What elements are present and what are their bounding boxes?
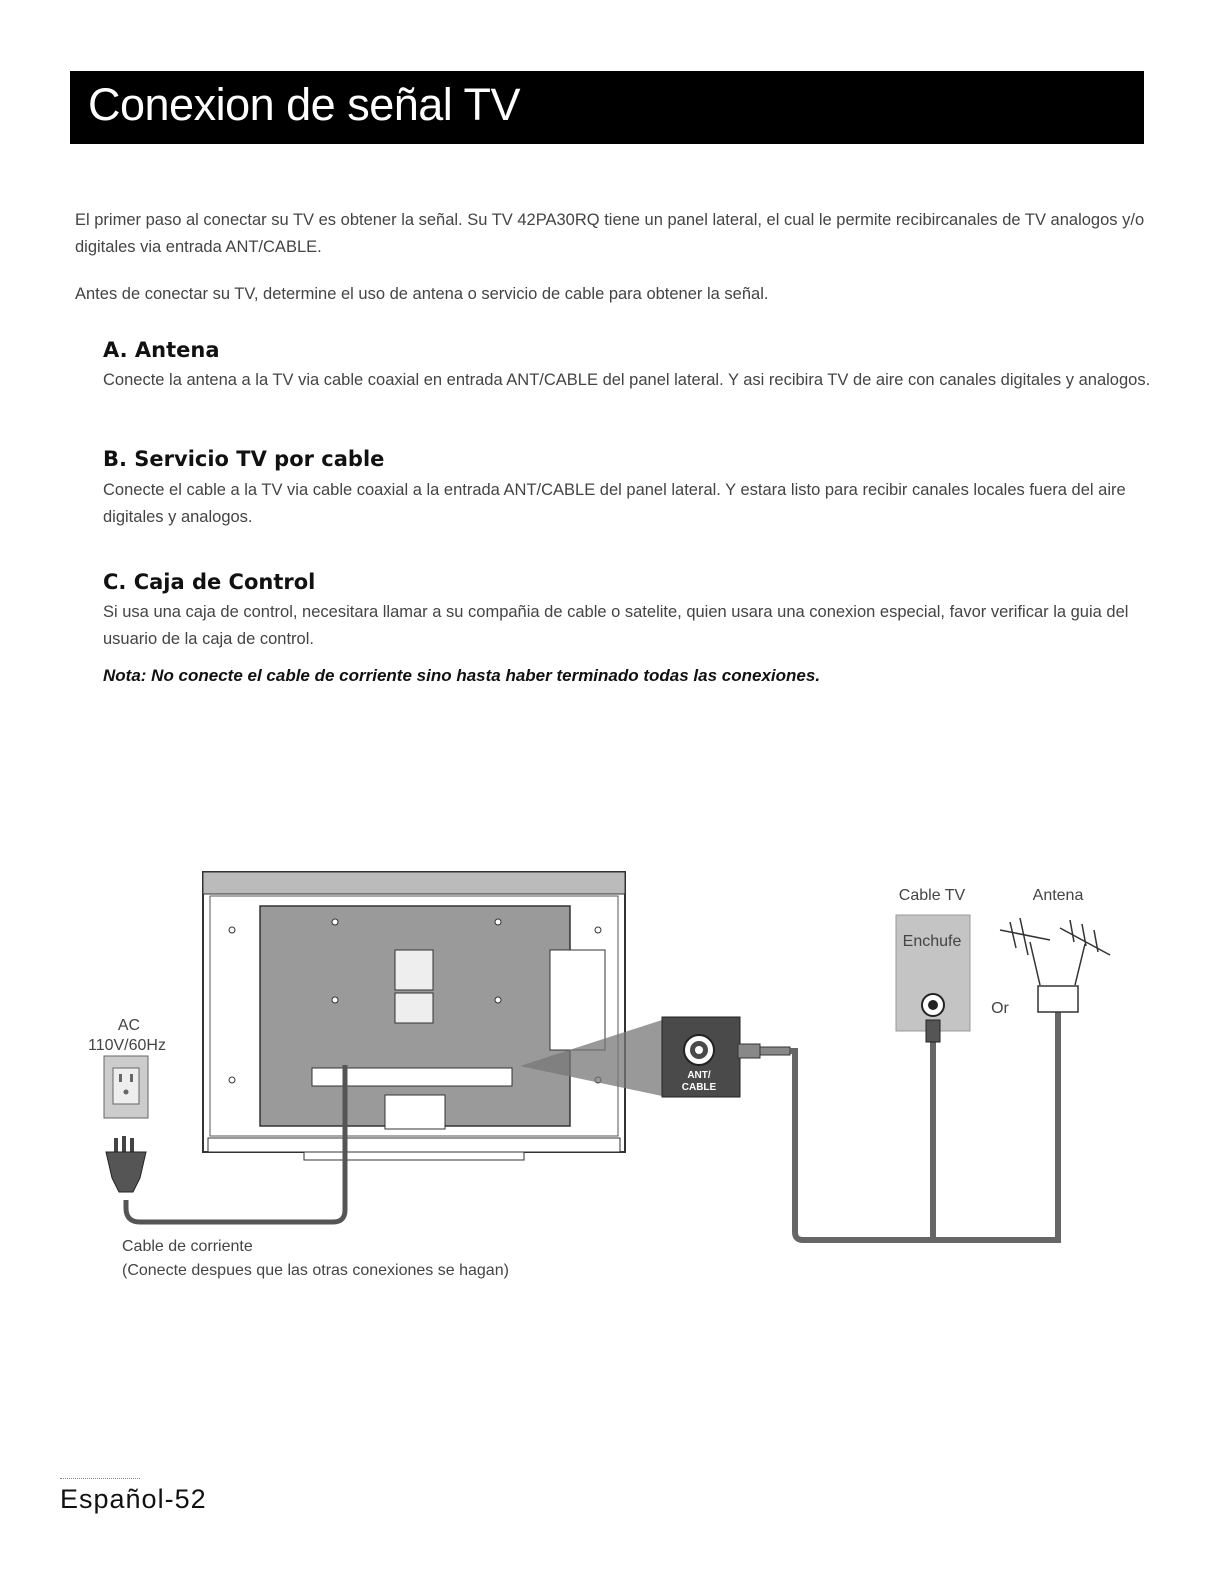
section-title-antena: A. Antena (103, 338, 220, 362)
coax-cable (790, 1010, 1058, 1240)
voltage-label: 110V/60Hz (88, 1037, 166, 1054)
tv-back-panel-icon (203, 872, 625, 1160)
power-cable-label: Cable de corriente (122, 1238, 253, 1255)
antenna-icon (1000, 918, 1110, 1012)
page-title: Conexion de señal TV (88, 79, 520, 130)
intro-paragraph-2: Antes de conectar su TV, determine el uso de antena o servicio de cable para obtener la señal. (75, 285, 769, 303)
connection-diagram (0, 860, 1224, 1310)
footer-divider (60, 1478, 140, 1479)
or-label: Or (991, 1000, 1009, 1017)
power-plug-icon (106, 1136, 146, 1192)
coax-connector-icon (738, 1044, 790, 1058)
intro-paragraph: El primer paso al conectar su TV es obtener la señal. Su TV 42PA30RQ tiene un panel lateral, el cual le permite recibircanales de TV analogos y/o digitales via entrada ANT/CABLE. (75, 211, 1145, 256)
note-text: Nota: No conecte el cable de corriente sino hasta haber terminado todas las conexiones. (103, 666, 821, 685)
jack-label-line1: ANT/ (687, 1070, 711, 1081)
wall-plate-label: Enchufe (902, 933, 962, 950)
ac-outlet-icon (104, 1056, 148, 1118)
antenna-label: Antena (1032, 887, 1084, 904)
power-cable-note: (Conecte despues que las otras conexiones se hagan) (122, 1262, 509, 1279)
section-title-cable: B. Servicio TV por cable (103, 447, 385, 471)
section-text-cable: Conecte el cable a la TV via cable coaxial a la entrada ANT/CABLE del panel lateral. Y estara listo para recibir canales locales fuera del aire digitales y analogos. (103, 481, 1126, 526)
section-text-antena: Conecte la antena a la TV via cable coaxial en entrada ANT/CABLE del panel lateral. Y asi recibira TV de aire con canales digitales y analogos. (103, 371, 1151, 389)
section-title-control-box: C. Caja de Control (103, 570, 316, 594)
section-text-control-box: Si usa una caja de control, necesitara llamar a su compañia de cable o satelite, quien usara una conexion especial, favor verificar la guia del usuario de la caja de control. (103, 603, 1129, 648)
page-number: Español-52 (60, 1484, 207, 1514)
ac-label: AC (117, 1017, 141, 1034)
title-bar (70, 71, 1144, 144)
jack-label-line2: CABLE (681, 1082, 717, 1093)
cable-tv-label: Cable TV (898, 887, 966, 904)
ant-cable-jack-icon (662, 1017, 740, 1097)
